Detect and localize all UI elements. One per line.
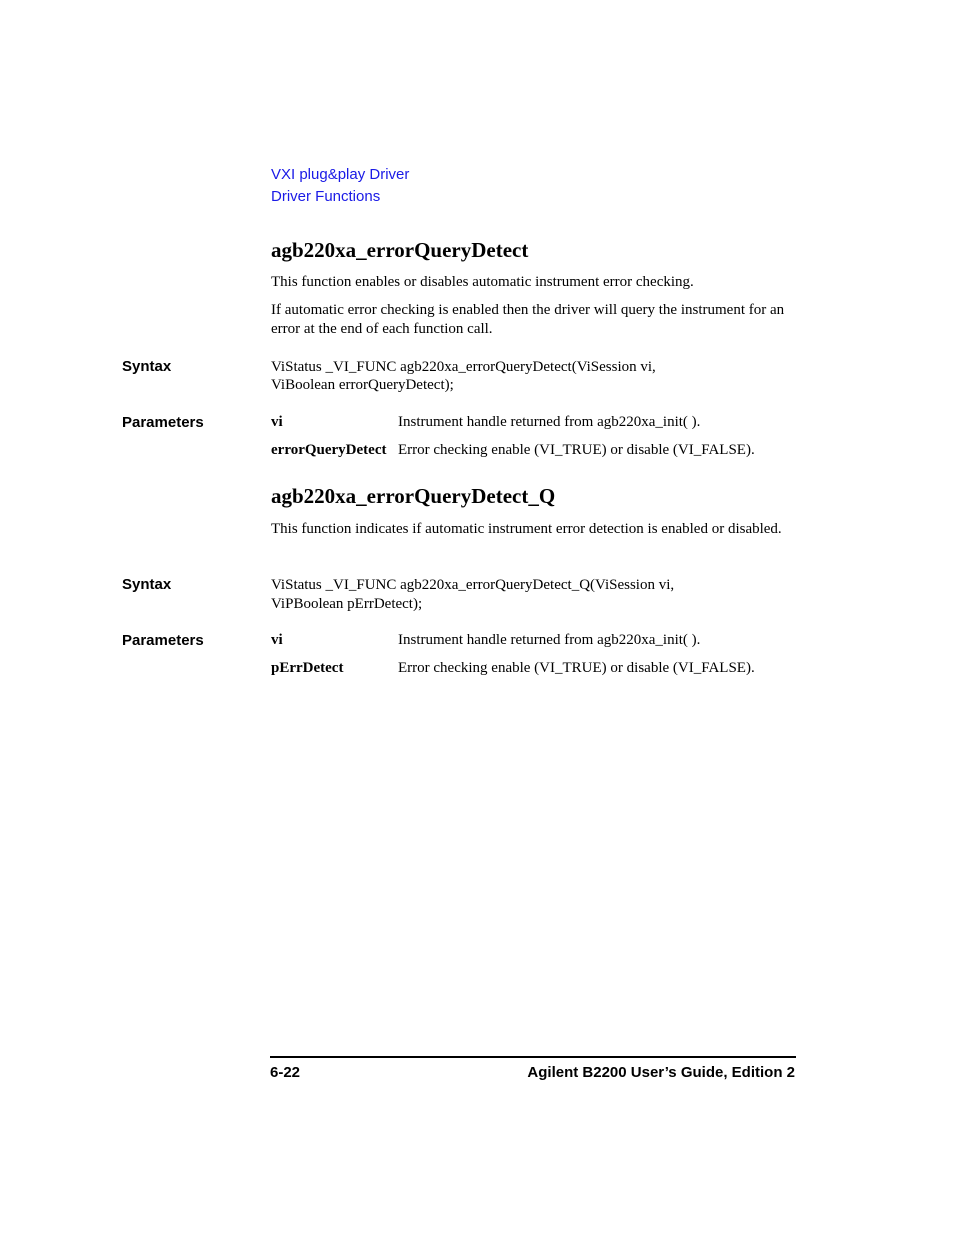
breadcrumb-link-driver-functions[interactable]: Driver Functions: [271, 188, 381, 205]
parameter-description: Instrument handle returned from agb220xa_init( ).: [398, 414, 701, 430]
parameter-name: errorQueryDetect: [271, 442, 387, 458]
parameter-name: vi: [271, 632, 283, 648]
syntax-line: ViStatus _VI_FUNC agb220xa_errorQueryDetect_Q(ViSession vi,: [271, 577, 675, 593]
footer-rule: [270, 1056, 796, 1058]
parameter-name: pErrDetect: [271, 660, 344, 676]
parameter-description: Instrument handle returned from agb220xa_init( ).: [398, 632, 701, 648]
parameter-description: Error checking enable (VI_TRUE) or disable (VI_FALSE).: [398, 442, 755, 458]
syntax-label: Syntax: [122, 358, 172, 375]
section-description: This function indicates if automatic instrument error detection is enabled or disabled.: [271, 521, 782, 537]
section-description: This function enables or disables automatic instrument error checking.: [271, 274, 694, 290]
page-number: 6-22: [270, 1064, 301, 1081]
parameters-label: Parameters: [122, 414, 204, 431]
section-title: agb220xa_errorQueryDetect: [271, 238, 529, 262]
syntax-line: ViPBoolean pErrDetect);: [271, 596, 423, 612]
parameter-name: vi: [271, 414, 283, 430]
section-description: If automatic error checking is enabled then the driver will query the instrument for an error at the end of each function call.: [271, 302, 785, 337]
syntax-label: Syntax: [122, 576, 172, 593]
breadcrumb-link-vxi-driver[interactable]: VXI plug&play Driver: [271, 166, 410, 183]
parameters-label: Parameters: [122, 632, 204, 649]
parameter-description: Error checking enable (VI_TRUE) or disable (VI_FALSE).: [398, 660, 755, 676]
syntax-line: ViStatus _VI_FUNC agb220xa_errorQueryDetect(ViSession vi,: [271, 359, 656, 375]
section-title: agb220xa_errorQueryDetect_Q: [271, 484, 556, 508]
syntax-line: ViBoolean errorQueryDetect);: [271, 377, 454, 393]
guide-title: Agilent B2200 User’s Guide, Edition 2: [527, 1064, 795, 1081]
